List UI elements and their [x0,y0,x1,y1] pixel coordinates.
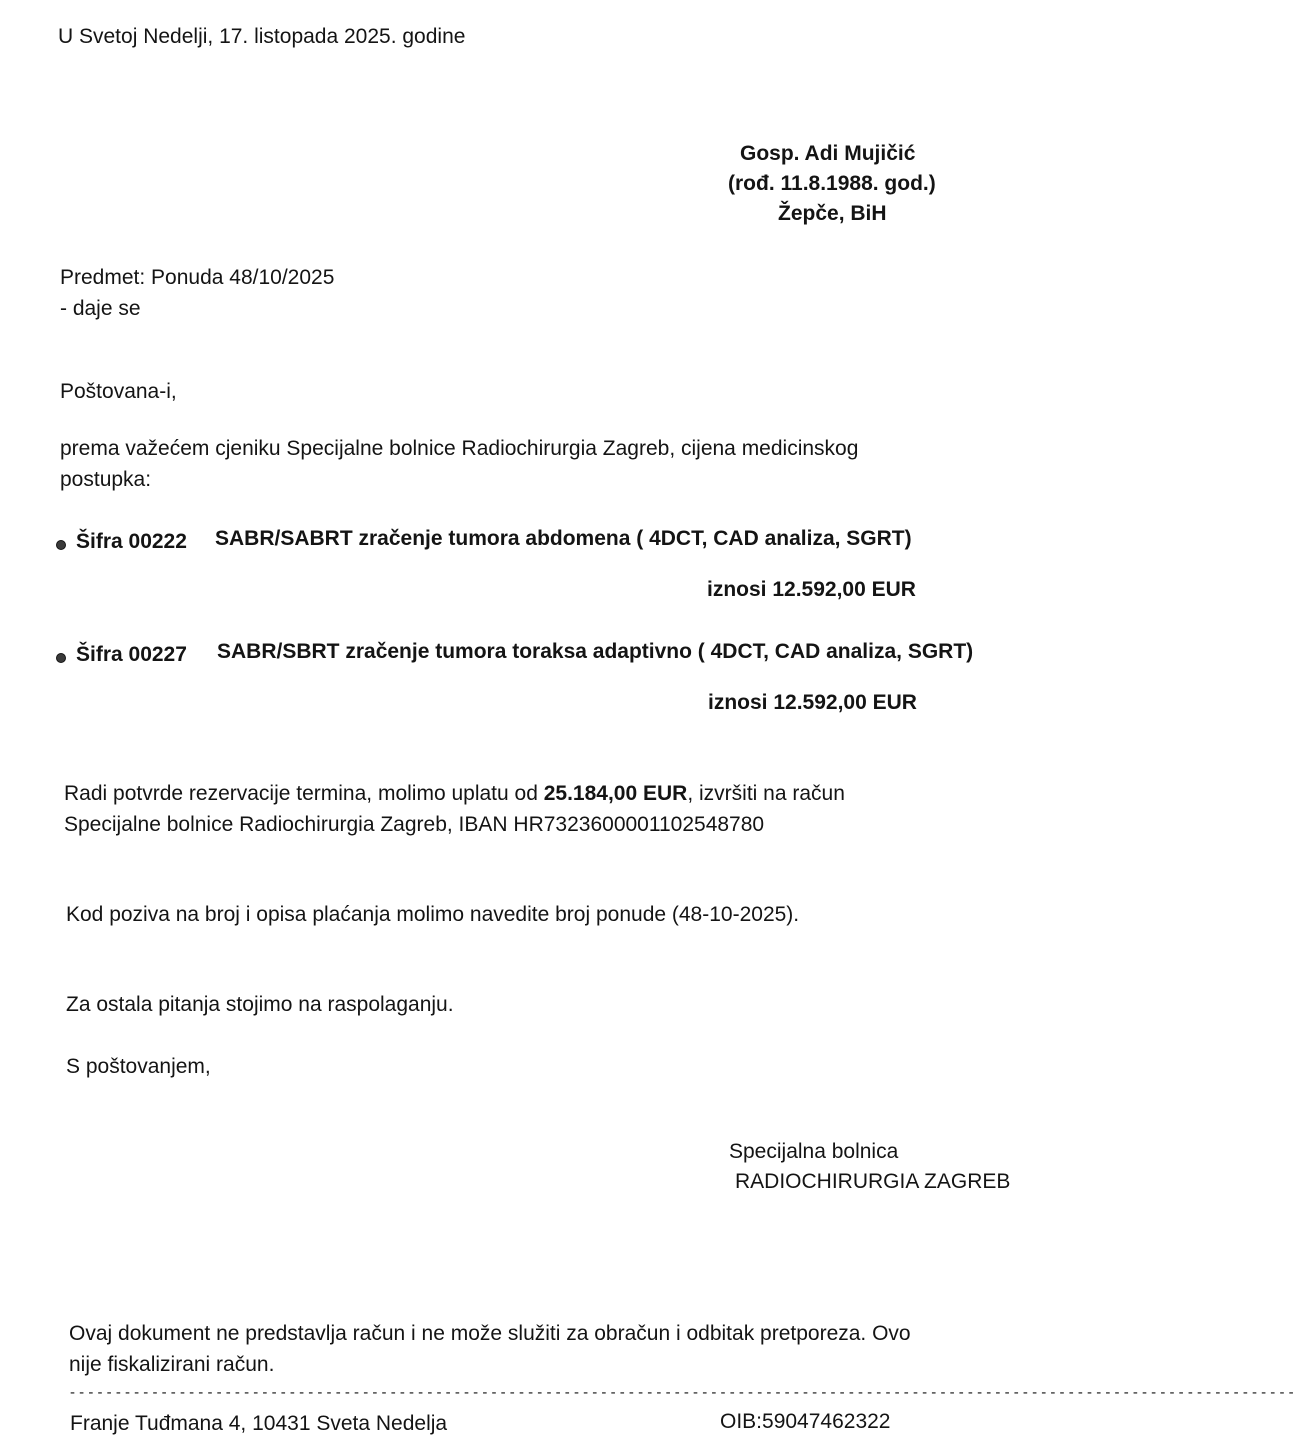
sender-line-2: RADIOCHIRURGIA ZAGREB [735,1170,1011,1193]
bullet-icon [56,540,66,550]
item-amount: iznosi 12.592,00 EUR [707,578,916,601]
bullet-icon [56,653,66,663]
subject-line: Predmet: Ponuda 48/10/2025 [60,266,335,289]
recipient-name: Gosp. Adi Mujičić [740,142,916,165]
recipient-birth: (rođ. 11.8.1988. god.) [728,172,936,195]
reference-note: Kod poziva na broj i opisa plaćanja molimo navedite broj ponude (48-10-2025). [66,903,800,926]
closing: S poštovanjem, [66,1055,211,1078]
payment-total: 25.184,00 EUR [543,782,688,805]
disclaimer-line-1: Ovaj dokument ne predstavlja račun i ne može služiti za obračun i odbitak pretporeza. Ovo [69,1322,911,1345]
item-description: SABR/SBRT zračenje tumora toraksa adaptivno ( 4DCT, CAD analiza, SGRT) [217,640,974,663]
item-code: Šifra 00227 [76,643,187,666]
questions-note: Za ostala pitanja stojimo na raspolaganju. [66,993,454,1016]
subject-subline: - daje se [60,297,141,320]
place-date: U Svetoj Nedelji, 17. listopada 2025. godine [58,25,466,48]
payment-line-2: Specijalne bolnice Radiochirurgia Zagreb, IBAN HR7323600001102548780 [64,813,765,836]
intro-line-1: prema važećem cjeniku Specijalne bolnice Radiochirurgia Zagreb, cijena medicinskog [60,437,859,460]
payment-text-post: , izvršiti na račun [687,782,845,805]
footer-divider: - - - - - - - - - - - - - - - - - - - - - - - - - - - - - - - - - - - - - - - - - - - - - - - - - - - - - - - - - - - - - - - - - - - - - - - - - - - - - - - - - - - - - - - - - - - - - - - - - - - - - - - - - - - - - - - - - - - - - - - - - - - - - - - - - - - - - - [70,1384,1294,1401]
disclaimer-line-2: nije fiskalizirani račun. [69,1353,275,1376]
intro-line-2: postupka: [60,468,152,491]
item-code: Šifra 00222 [76,530,187,553]
footer-oib: OIB:59047462322 [720,1410,891,1433]
footer-address: Franje Tuđmana 4, 10431 Sveta Nedelja [70,1412,448,1435]
salutation: Poštovana-i, [60,380,177,403]
item-amount: iznosi 12.592,00 EUR [708,691,917,714]
sender-line-1: Specijalna bolnica [729,1140,899,1163]
payment-line-1 [64,782,845,806]
payment-text-pre: Radi potvrde rezervacije termina, molimo uplatu od [64,782,544,805]
recipient-city: Žepče, BiH [778,202,887,225]
item-description: SABR/SABRT zračenje tumora abdomena ( 4DCT, CAD analiza, SGRT) [215,527,912,550]
